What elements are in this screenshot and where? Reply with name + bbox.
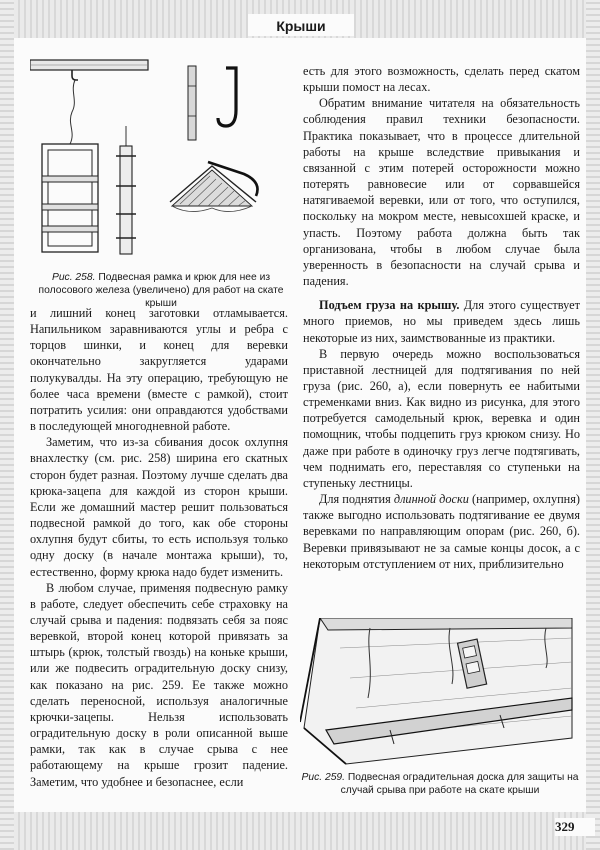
right-paragraph-4: В первую очередь можно воспользоваться приставной лестницей для подтягивания по ней груза (рис. 260, а), если повернуть ее набитыми стременками вниз. Как видно из рисунка, для этого потребуется самодельный крюк, веревка и один помощник, чтобы подцепить груз крюком снизу. Но даже при работе в одиночку груз легче подтягивать, чем поднимать его, переставляя со ступеньки на ступеньку лестницы. xyxy=(303,346,580,490)
right-paragraph-5-start: Для поднятия xyxy=(319,492,391,507)
figure-258-caption-text: Подвесная рамка и крюк для нее из полосового железа (увеличено) для работ на скате крыши xyxy=(38,272,284,309)
right-paragraph-3 xyxy=(303,297,580,345)
figure-259-drawing xyxy=(300,618,582,766)
figure-259 xyxy=(300,618,582,766)
left-paragraph-2: Заметим, что из-за сбивания досок охлупня внахлестку (см. рис. 258) ширина его скатных сторон будет разная. Поэтому лучше сделать два крюка-зацепа для каждой из сторон крыши. Если же домашний мастер решит пользоваться подвесной рамкой до того, как обе стороны охлупня будут сбиты, то есть используя только одну доску (в начале монтажа крыши), то, естественно, форму крюка надо будет изменить. xyxy=(30,435,288,579)
page-number: 329 xyxy=(555,818,595,836)
left-paragraph-1: и лишний конец заготовки отламывается. Напильником заравниваются углы и ребра с торцов шинки, и конец для веревки окончательно закругляется ударами полукувалды. На эту операцию, требующую не более часа времени (вместе с рамкой), стоит потратить усилия: они оправдаются удобствами в последующей многодневной работе. xyxy=(30,306,288,434)
figure-258-drawing xyxy=(30,46,288,268)
figure-259-label: Рис. 259. xyxy=(301,772,346,783)
right-paragraph-5-rest: (например, охлупня) также выгодно использовать подтягивание ее двумя веревками по направляющим опорам (рис. 260, б). Веревки привязывают не за самые концы досок, а с некоторым отступлением от них, приблизительно xyxy=(303,492,581,571)
figure-259-caption-text: Подвесная оградительная доска для защиты на случай срыва при работе на скате крыши xyxy=(340,772,579,796)
section-heading: Подъем груза на крышу. xyxy=(319,298,460,313)
running-header: Крыши xyxy=(248,14,354,36)
figure-258 xyxy=(30,46,288,268)
right-paragraph-5-italic: длинной доски xyxy=(393,492,469,507)
right-paragraph-1: есть для этого возможность, сделать перед скатом крыши помост на лесах. xyxy=(303,64,580,95)
left-ornament-border xyxy=(0,0,14,850)
right-column xyxy=(303,63,580,572)
right-paragraph-2: Обратим внимание читателя на обязательность соблюдения правил техники безопасности. Практика показывает, что в процессе длительной работы на крыше вследствие привыкания и связанной с этим потерей осторожности можно потерять равновесие или от сорвавшейся натягиваемой веревки, или от того, что оступился, поскольку на мокром месте, невысохшей краске, и упасть. Поэтому работа должна быть так организована, чтобы в любом случае была уверенность в безопасности на случай срыва и падения. xyxy=(303,96,580,289)
figure-258-label: Рис. 258. xyxy=(51,272,96,283)
right-ornament-border xyxy=(586,0,600,850)
figure-259-caption xyxy=(300,771,580,797)
right-paragraph-5 xyxy=(303,491,580,572)
left-column xyxy=(30,305,288,790)
bottom-ornament-border xyxy=(0,812,600,850)
left-paragraph-3: В любом случае, применяя подвесную рамку в работе, следует обеспечить себе страховку на случай срыва и падения: подвязать себя за пояс веревкой, второй конец которой привязать за штырь (крюк, толстый гвоздь) на коньке крыши, или же подвесить оградительную доску снизу, как показано на рис. 259. Ее также можно сделать переносной, используя аналогичные крючки-зацепы. Нельзя использовать оградительную доску в роли описанной выше рамки, так как в случае срыва с нее работающему на крыше грозит падение. Заметим, что удобнее и безопаснее, если xyxy=(30,580,288,789)
right-paragraph-3-body: Для этого существует много приемов, но мы приведем здесь лишь некоторые из них, заимствованные из практики. xyxy=(303,298,580,345)
